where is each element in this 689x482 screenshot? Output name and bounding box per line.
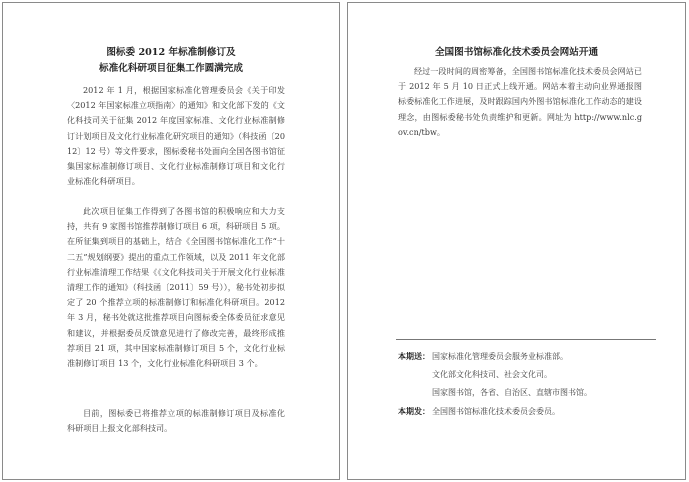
article-paragraph-3: 目前，图标委已将推荐立项的标准制修订项目及标准化科研项目上报文化部科技司。: [67, 408, 285, 434]
issued-to-line: 全国图书馆标准化技术委员会委员。: [432, 407, 560, 416]
left-page: [2, 2, 340, 480]
sent-to-line-3: 国家图书馆，各省、自治区、直辖市图书馆。: [432, 388, 592, 397]
sent-to-row: [398, 350, 568, 363]
article-paragraph-1: 2012 年 1 月，根据国家标准化管理委员会《关于印发〈2012 年国家标准立项指南〉的通知》和文化部下发的《文化科技司关于征集 2012 年度国家标准、文化行业标准制修订计划项目及文化行业标准化研究项目的通知》（科技函〔2012〕12 号）等文件要求，图标委秘书处面向全国各图书馆征集国家标准制修订项目、文化行业标准制修订项目和文化行业标准化科研项目。: [67, 85, 285, 187]
sent-to-label: 本期送：: [398, 351, 430, 361]
notice-title: 全国图书馆标准化技术委员会网站开通: [434, 47, 599, 58]
article-title-line-2: 标准化科研项目征集工作圆满完成: [99, 63, 243, 74]
article-paragraph-2: 此次项目征集工作得到了各图书馆的积极响应和大力支持，共有 9 家图书馆推荐制修订项目 6 项，科研项目 5 项。在所征集到项目的基础上，结合《全国图书馆标准化工作“十二五”规划纲要》提出的重点工作领域，以及 2011 年文化部行业标准清理工作结果《《文化科技司关于开展文化行业标准清理工作的通知》（科技函〔2011〕59 号）），秘书处初步拟定了 20 个推荐立项的标准制修订和标准化科研项目。2012 年 3 月，秘书处就这批推荐项目向图标委全体委员征求意见和建议，并根据委员反馈意见进行了修改完善，最终形成推荐项目 21 项，其中国家标准制修订项目 5 个，文化行业标准制修订项目 13 个，文化行业标准化科研项目 3 个。: [67, 206, 285, 369]
sent-to-line-2: 文化部文化科技司、社会文化司。: [432, 370, 552, 379]
sent-to-row-3: [432, 387, 592, 399]
notice-paragraph: 经过一段时间的周密筹备，全国图书馆标准化技术委员会网站已于 2012 年 5 月 10 日正式上线开通。网站本着主动向业界通报图标委标准化工作进展，及时跟踪国内外图书馆标准化工作动态的建设理念，由图标委秘书处负责维护和更新。网址为 http://www.nlc.gov.cn/tbw。: [398, 66, 642, 137]
sent-to-row-2: [432, 369, 552, 381]
issued-to-label: 本期发：: [398, 406, 430, 416]
right-page: [347, 2, 686, 480]
distribution-divider: [396, 339, 656, 340]
sent-to-line-1: 国家标准化管理委员会服务业标准部。: [432, 352, 568, 361]
article-title-line-1: 图标委 2012 年标准制修订及: [106, 47, 236, 58]
issued-to-row: [398, 405, 560, 418]
